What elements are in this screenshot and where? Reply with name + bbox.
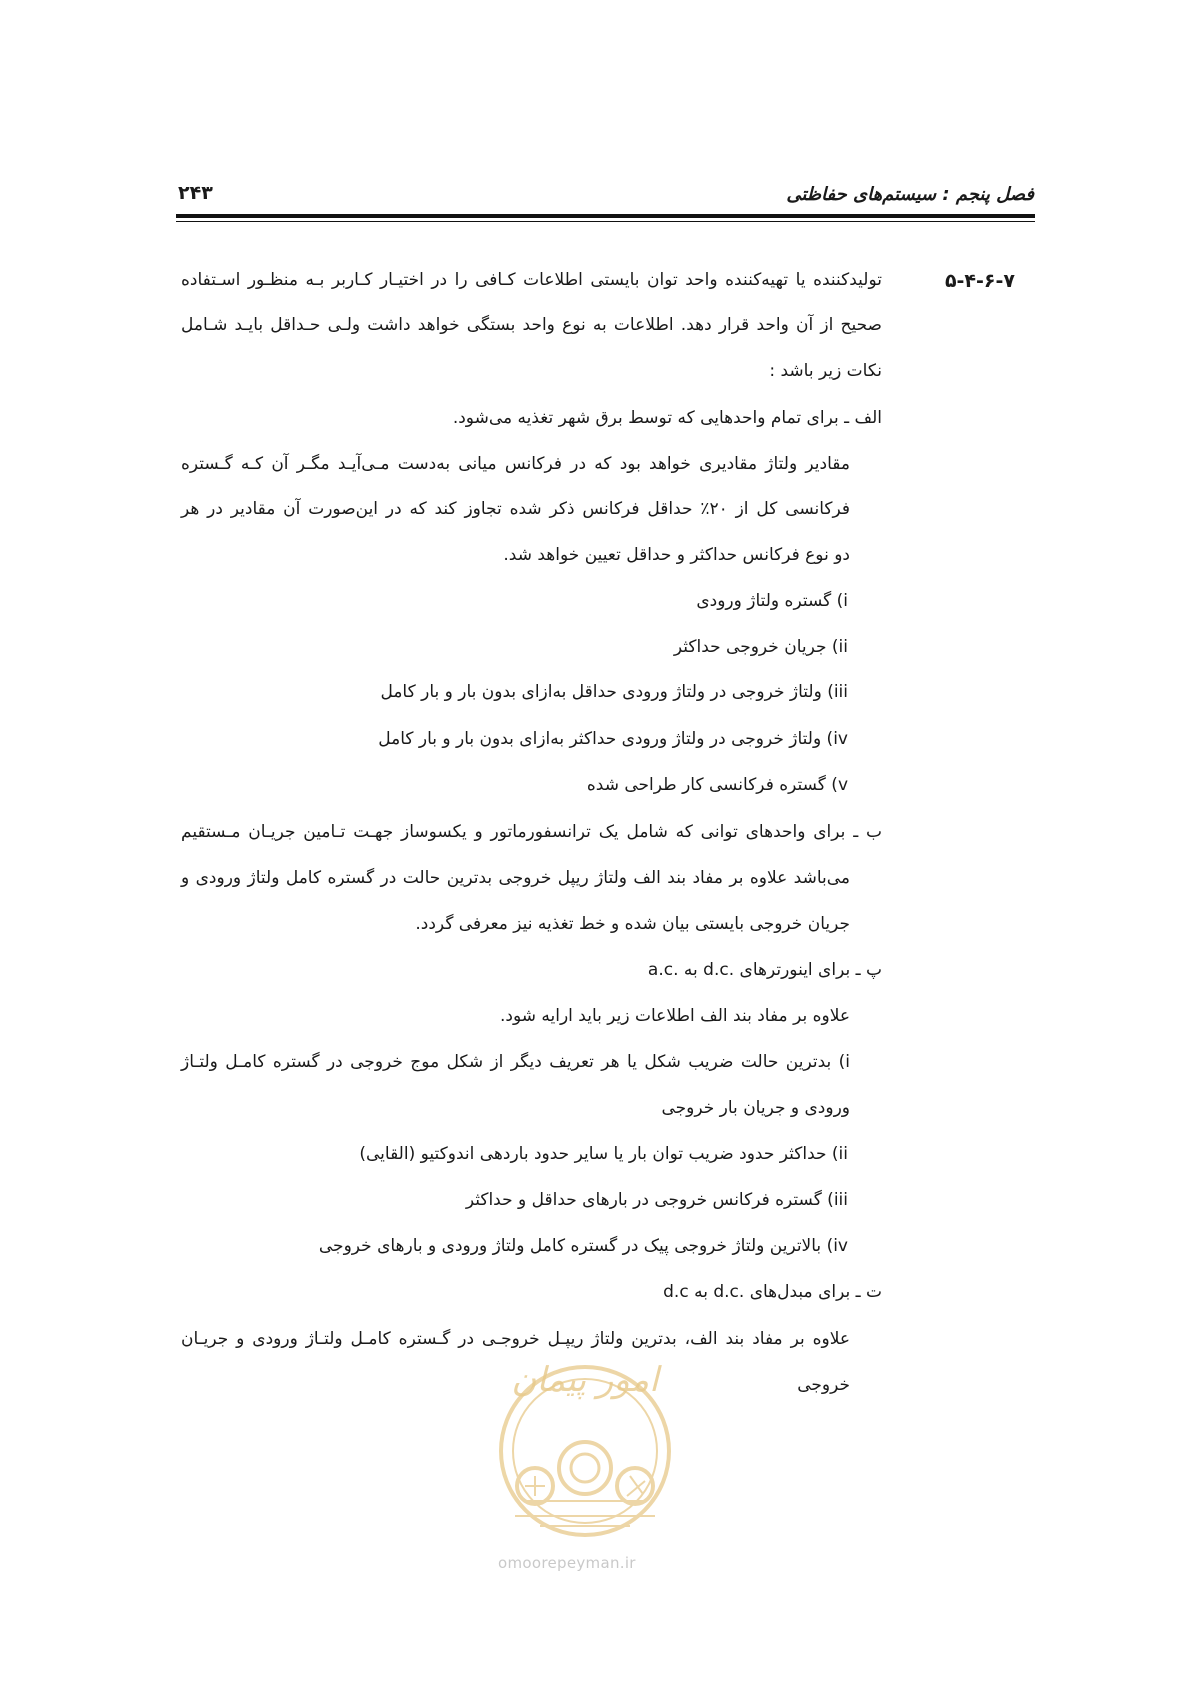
alef-paragraph-line: دو نوع فرکانس حداکثر و حداقل تعیین خواهد شد. <box>503 545 850 565</box>
page-number: ۲۴۳ <box>178 182 213 204</box>
clause-te-heading: ت ـ برای مبدل‌های .d.c به d.c <box>663 1282 882 1302</box>
clause-be-line: ب ـ برای واحدهای توانی که شامل یک ترانسفورماتور و یکسوساز جهـت تـامین جریـان مـستقیم <box>181 822 882 842</box>
alef-list-item: ii) جریان خروجی حداکثر <box>673 637 848 657</box>
intro-line: صحیح از آن واحد قرار دهد. اطلاعات به نوع واحد بستگی خواهد داشت ولـی حـداقل بایـد شـامل <box>181 315 882 335</box>
clause-be-line: می‌باشد علاوه بر مفاد بند الف ولتاژ ریپل خروجی بدترین حالت در گستره کامل ولتاژ ورودی و <box>181 868 850 888</box>
chapter-title: فصل پنجم : سیستم‌های حفاظتی <box>786 184 1034 205</box>
te-paragraph-line: علاوه بر مفاد بند الف، بدترین ولتاژ ریپـل خروجـی در گـستره کامـل ولتـاژ ورودی و جریـان <box>181 1329 850 1349</box>
watermark-logo-text: امور پیمان <box>511 1360 659 1400</box>
clause-be-line: جریان خروجی بایستی بیان شده و خط تغذیه نیز معرفی گردد. <box>415 914 850 934</box>
header-rule-thick <box>176 214 1035 218</box>
header-rule-thin <box>176 221 1035 222</box>
alef-paragraph-line: فرکانسی کل از ۲۰٪ حداقل فرکانس ذکر شده تجاوز کند که در این‌صورت آن مقادیر در هر <box>181 499 850 519</box>
clause-alef-heading: الف ـ برای تمام واحدهایی که توسط برق شهر تغذیه می‌شود. <box>452 408 882 428</box>
pe-item-i-line: ورودی و جریان بار خروجی <box>661 1098 850 1118</box>
pe-intro: علاوه بر مفاد بند الف اطلاعات زیر باید ارایه شود. <box>499 1006 850 1026</box>
alef-list-item: iv) ولتاژ خروجی در ولتاژ ورودی حداکثر به‌ازای بدون بار و بار کامل <box>378 729 848 749</box>
intro-line: نکات زیر باشد : <box>769 361 882 381</box>
alef-list-item: v) گستره فرکانسی کار طراحی شده <box>586 775 848 795</box>
te-paragraph-line: خروجی <box>797 1375 850 1395</box>
pe-list-item: ii) حداکثر حدود ضریب توان بار یا سایر حدود باردهی اندوکتیو (القایی) <box>359 1144 848 1164</box>
intro-line: تولیدکننده یا تهیه‌کننده واحد توان بایستی اطلاعات کـافی را در اختیـار کـاربر بـه منظـور اسـتفاده <box>181 270 882 290</box>
alef-paragraph-line: مقادیر ولتاژ مقادیری خواهد بود که در فرکانس میانی به‌دست مـی‌آیـد مگـر آن کـه گـستره <box>181 454 850 474</box>
watermark-url: omoorepeyman.ir <box>498 1554 636 1572</box>
pe-list-item: iii) گستره فرکانس خروجی در بارهای حداقل و حداکثر <box>465 1190 848 1210</box>
watermark-logo <box>495 1336 675 1541</box>
alef-list-item: iii) ولتاژ خروجی در ولتاژ ورودی حداقل به‌ازای بدون بار و بار کامل <box>380 682 848 702</box>
alef-list-item: i) گستره ولتاژ ورودی <box>696 591 848 611</box>
pe-list-item: iv) بالاترین ولتاژ خروجی پیک در گستره کامل ولتاژ ورودی و بارهای خروجی <box>318 1236 848 1256</box>
clause-pe-heading: پ ـ برای اینورترهای .d.c به .a.c <box>647 960 882 980</box>
section-number: ۵-۴-۶-۷ <box>944 270 1015 292</box>
pe-item-i-line: i) بدترین حالت ضریب شکل یا هر تعریف دیگر از شکل موج خروجی در گستره کامـل ولتـاژ <box>181 1052 850 1072</box>
